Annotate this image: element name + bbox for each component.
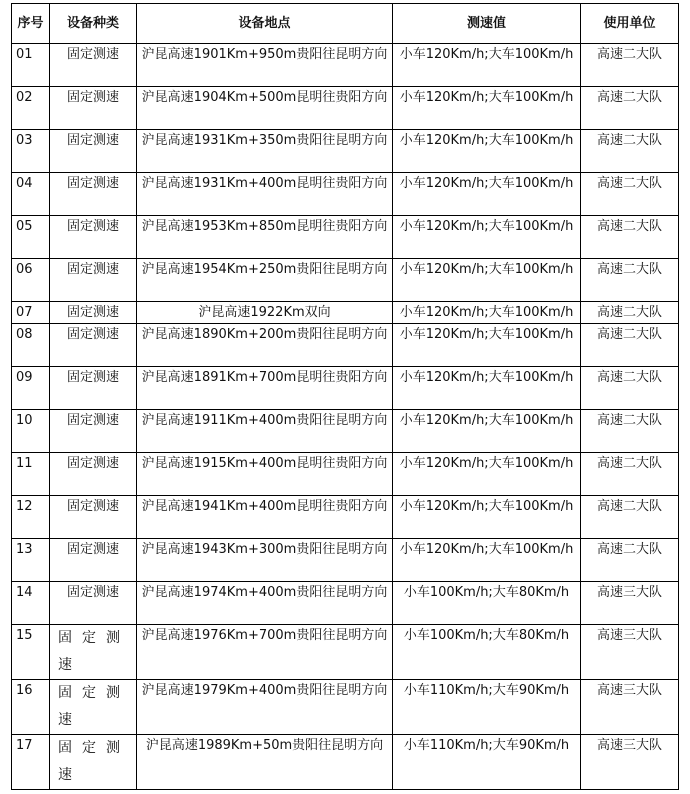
- table-row: [12, 367, 679, 410]
- row-unit: 高速二大队: [581, 453, 679, 496]
- table-body: [12, 44, 679, 790]
- row-no: 11: [12, 453, 50, 496]
- row-no: 05: [12, 216, 50, 259]
- row-device-type: 固定测速: [50, 44, 137, 87]
- table-row: [12, 735, 679, 790]
- row-unit: 高速二大队: [581, 367, 679, 410]
- speed-camera-table: [11, 3, 679, 790]
- row-speed-limit: 小车120Km/h;大车100Km/h: [393, 130, 581, 173]
- row-device-type: 固定测速: [50, 173, 137, 216]
- table-row: [12, 539, 679, 582]
- row-no: 17: [12, 735, 50, 790]
- table-row: [12, 453, 679, 496]
- row-speed-limit: 小车120Km/h;大车100Km/h: [393, 410, 581, 453]
- row-device-location: 沪昆高速1915Km+400m昆明往贵阳方向: [137, 453, 393, 496]
- row-speed-limit: 小车120Km/h;大车100Km/h: [393, 539, 581, 582]
- row-unit: 高速三大队: [581, 582, 679, 625]
- table-row: [12, 87, 679, 130]
- row-speed-limit: 小车120Km/h;大车100Km/h: [393, 324, 581, 367]
- row-device-type: 固定测速: [50, 87, 137, 130]
- row-device-type: 固定测速: [50, 735, 137, 790]
- row-unit: 高速三大队: [581, 735, 679, 790]
- header-device-type: 设备种类: [50, 4, 137, 44]
- table-row: [12, 625, 679, 680]
- row-device-location: 沪昆高速1904Km+500m昆明往贵阳方向: [137, 87, 393, 130]
- row-device-location: 沪昆高速1976Km+700m贵阳往昆明方向: [137, 625, 393, 680]
- row-unit: 高速二大队: [581, 216, 679, 259]
- row-no: 04: [12, 173, 50, 216]
- row-device-location: 沪昆高速1941Km+400m昆明往贵阳方向: [137, 496, 393, 539]
- row-device-location: 沪昆高速1931Km+400m昆明往贵阳方向: [137, 173, 393, 216]
- row-device-location: 沪昆高速1891Km+700m昆明往贵阳方向: [137, 367, 393, 410]
- row-device-type: 固定测速: [50, 539, 137, 582]
- row-speed-limit: 小车110Km/h;大车90Km/h: [393, 680, 581, 735]
- row-device-location: 沪昆高速1890Km+200m贵阳往昆明方向: [137, 324, 393, 367]
- row-unit: 高速三大队: [581, 680, 679, 735]
- row-device-type: 固定测速: [50, 324, 137, 367]
- row-speed-limit: 小车120Km/h;大车100Km/h: [393, 44, 581, 87]
- row-device-type: 固定测速: [50, 367, 137, 410]
- row-no: 16: [12, 680, 50, 735]
- row-device-type: 固定测速: [50, 625, 137, 680]
- table-row: [12, 259, 679, 302]
- table-row: [12, 44, 679, 87]
- row-no: 01: [12, 44, 50, 87]
- row-device-type: 固定测速: [50, 410, 137, 453]
- row-unit: 高速二大队: [581, 302, 679, 324]
- row-unit: 高速二大队: [581, 87, 679, 130]
- row-device-type: 固定测速: [50, 582, 137, 625]
- row-device-type: 固定测速: [50, 259, 137, 302]
- table-row: [12, 680, 679, 735]
- table-row: [12, 173, 679, 216]
- row-no: 12: [12, 496, 50, 539]
- row-speed-limit: 小车120Km/h;大车100Km/h: [393, 173, 581, 216]
- header-speed-limit: 测速值: [393, 4, 581, 44]
- row-speed-limit: 小车100Km/h;大车80Km/h: [393, 625, 581, 680]
- row-device-location: 沪昆高速1911Km+400m贵阳往昆明方向: [137, 410, 393, 453]
- header-no: 序号: [12, 4, 50, 44]
- row-speed-limit: 小车120Km/h;大车100Km/h: [393, 216, 581, 259]
- row-device-type: 固定测速: [50, 453, 137, 496]
- row-unit: 高速二大队: [581, 173, 679, 216]
- row-unit: 高速二大队: [581, 44, 679, 87]
- row-unit: 高速三大队: [581, 625, 679, 680]
- row-no: 03: [12, 130, 50, 173]
- row-speed-limit: 小车100Km/h;大车80Km/h: [393, 582, 581, 625]
- row-speed-limit: 小车110Km/h;大车90Km/h: [393, 735, 581, 790]
- row-no: 10: [12, 410, 50, 453]
- row-unit: 高速二大队: [581, 539, 679, 582]
- row-device-location: 沪昆高速1922Km双向: [137, 302, 393, 324]
- table-header-row: [12, 4, 679, 44]
- row-device-location: 沪昆高速1989Km+50m贵阳往昆明方向: [137, 735, 393, 790]
- row-no: 13: [12, 539, 50, 582]
- row-speed-limit: 小车120Km/h;大车100Km/h: [393, 259, 581, 302]
- row-unit: 高速二大队: [581, 496, 679, 539]
- row-unit: 高速二大队: [581, 130, 679, 173]
- row-device-type: 固定测速: [50, 130, 137, 173]
- row-no: 09: [12, 367, 50, 410]
- row-unit: 高速二大队: [581, 410, 679, 453]
- table-row: [12, 410, 679, 453]
- row-device-location: 沪昆高速1943Km+300m贵阳往昆明方向: [137, 539, 393, 582]
- table-row: [12, 130, 679, 173]
- table-row: [12, 496, 679, 539]
- row-speed-limit: 小车120Km/h;大车100Km/h: [393, 367, 581, 410]
- row-unit: 高速二大队: [581, 259, 679, 302]
- table-row: [12, 302, 679, 324]
- row-speed-limit: 小车120Km/h;大车100Km/h: [393, 87, 581, 130]
- row-unit: 高速二大队: [581, 324, 679, 367]
- row-device-type: 固定测速: [50, 680, 137, 735]
- row-speed-limit: 小车120Km/h;大车100Km/h: [393, 496, 581, 539]
- row-device-location: 沪昆高速1901Km+950m贵阳往昆明方向: [137, 44, 393, 87]
- row-device-type: 固定测速: [50, 302, 137, 324]
- table-row: [12, 216, 679, 259]
- row-no: 02: [12, 87, 50, 130]
- row-no: 14: [12, 582, 50, 625]
- row-device-location: 沪昆高速1979Km+400m贵阳往昆明方向: [137, 680, 393, 735]
- row-speed-limit: 小车120Km/h;大车100Km/h: [393, 453, 581, 496]
- row-device-type: 固定测速: [50, 496, 137, 539]
- header-device-location: 设备地点: [137, 4, 393, 44]
- row-no: 07: [12, 302, 50, 324]
- row-device-location: 沪昆高速1974Km+400m贵阳往昆明方向: [137, 582, 393, 625]
- row-device-location: 沪昆高速1953Km+850m昆明往贵阳方向: [137, 216, 393, 259]
- row-no: 15: [12, 625, 50, 680]
- row-no: 08: [12, 324, 50, 367]
- row-device-type: 固定测速: [50, 216, 137, 259]
- header-unit: 使用单位: [581, 4, 679, 44]
- row-device-location: 沪昆高速1954Km+250m贵阳往昆明方向: [137, 259, 393, 302]
- table-row: [12, 582, 679, 625]
- row-no: 06: [12, 259, 50, 302]
- row-speed-limit: 小车120Km/h;大车100Km/h: [393, 302, 581, 324]
- table-row: [12, 324, 679, 367]
- row-device-location: 沪昆高速1931Km+350m贵阳往昆明方向: [137, 130, 393, 173]
